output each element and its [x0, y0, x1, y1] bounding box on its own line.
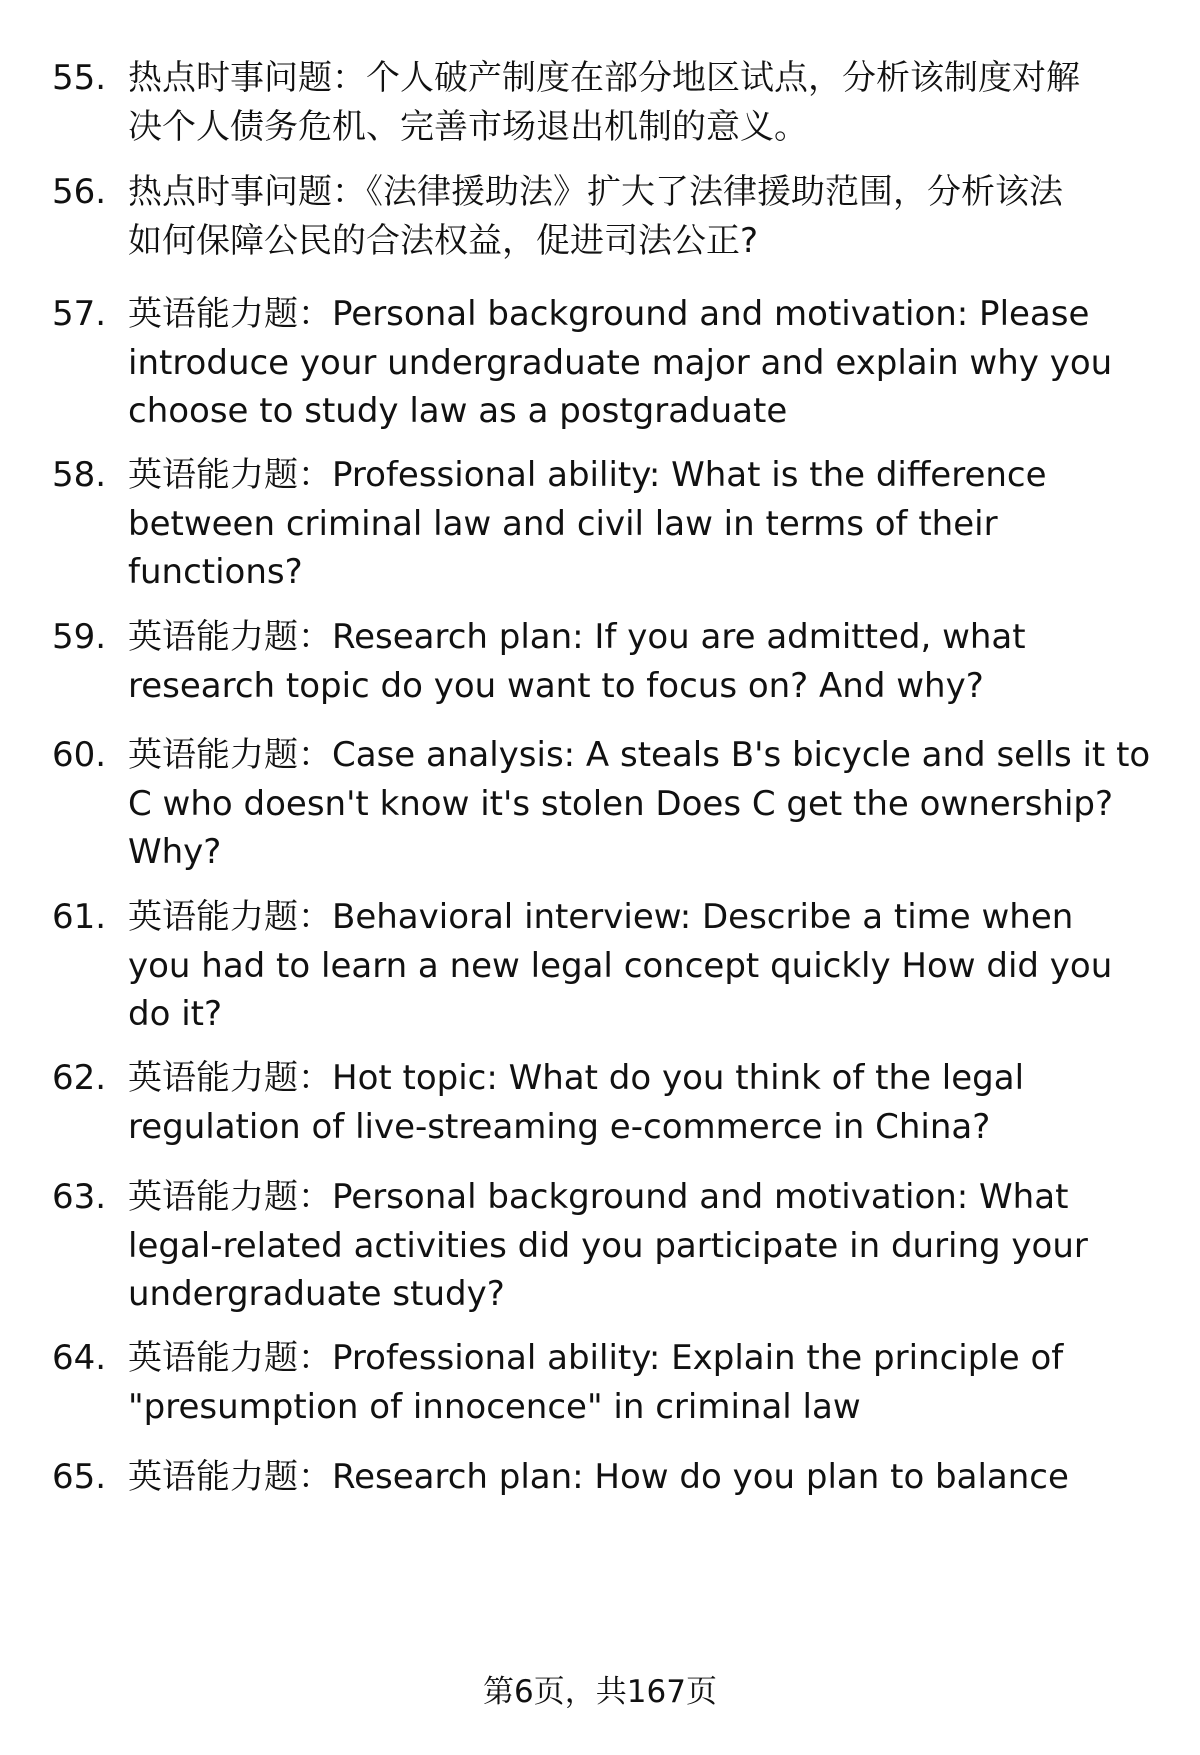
page-footer: 第6页，共167页 — [483, 1674, 717, 1710]
question-line: 英语能力题：Research plan: If you are admitted, what — [128, 617, 1026, 657]
question-number: 60. — [52, 735, 107, 775]
question-line: 英语能力题：Research plan: How do you plan to balance — [128, 1457, 1069, 1497]
question-number: 57. — [52, 294, 107, 334]
question-line: research topic do you want to focus on? And why? — [128, 665, 984, 706]
question-text — [128, 1453, 1168, 1502]
question-text — [128, 731, 1168, 877]
question-number: 59. — [52, 617, 107, 657]
question-text — [128, 290, 1168, 436]
question-number: 64. — [52, 1338, 107, 1378]
question-number: 63. — [52, 1177, 107, 1217]
question-text — [128, 613, 1168, 710]
question-line: introduce your undergraduate major and explain why you — [128, 342, 1113, 383]
question-line: 英语能力题：Personal background and motivation: What — [128, 1177, 1069, 1217]
question-line: 英语能力题：Professional ability: Explain the principle of — [128, 1338, 1064, 1378]
question-line: 如何保障公民的合法权益，促进司法公正? — [128, 220, 759, 261]
question-text — [128, 168, 1168, 265]
question-line: Why? — [128, 832, 222, 872]
question-number: 61. — [52, 897, 107, 937]
question-line: 英语能力题：Professional ability: What is the difference — [128, 455, 1047, 495]
question-line: between criminal law and civil law in terms of their — [128, 503, 998, 544]
question-text — [128, 54, 1168, 151]
question-text — [128, 1334, 1168, 1431]
question-line: 决个人债务危机、完善市场退出机制的意义。 — [128, 106, 808, 147]
question-line: undergraduate study? — [128, 1274, 505, 1314]
question-line: regulation of live-streaming e-commerce in China? — [128, 1106, 991, 1147]
question-number: 58. — [52, 455, 107, 495]
question-number: 65. — [52, 1457, 107, 1497]
question-line: 英语能力题：Case analysis: A steals B's bicycle and sells it to — [128, 735, 1151, 775]
question-number: 55. — [52, 58, 107, 98]
question-line: 英语能力题：Behavioral interview: Describe a time when — [128, 897, 1074, 937]
question-line: 热点时事问题：《法律援助法》扩大了法律援助范围，分析该法 — [128, 172, 1063, 212]
question-line: choose to study law as a postgraduate — [128, 391, 788, 431]
question-text — [128, 1173, 1168, 1319]
question-line: 热点时事问题：个人破产制度在部分地区试点，分析该制度对解 — [128, 58, 1080, 98]
question-line: functions? — [128, 552, 303, 592]
question-line: do it? — [128, 994, 223, 1034]
question-line: legal-related activities did you participate in during your — [128, 1225, 1088, 1266]
question-number: 62. — [52, 1058, 107, 1098]
question-line: "presumption of innocence" in criminal law — [128, 1386, 861, 1427]
question-text — [128, 451, 1168, 597]
question-number: 56. — [52, 172, 107, 212]
question-line: 英语能力题：Hot topic: What do you think of the legal — [128, 1058, 1025, 1098]
question-text — [128, 1054, 1168, 1151]
question-line: C who doesn't know it's stolen Does C get the ownership? — [128, 783, 1114, 824]
question-line: you had to learn a new legal concept quickly How did you — [128, 945, 1113, 986]
question-text — [128, 893, 1168, 1039]
question-line: 英语能力题：Personal background and motivation: Please — [128, 294, 1090, 334]
